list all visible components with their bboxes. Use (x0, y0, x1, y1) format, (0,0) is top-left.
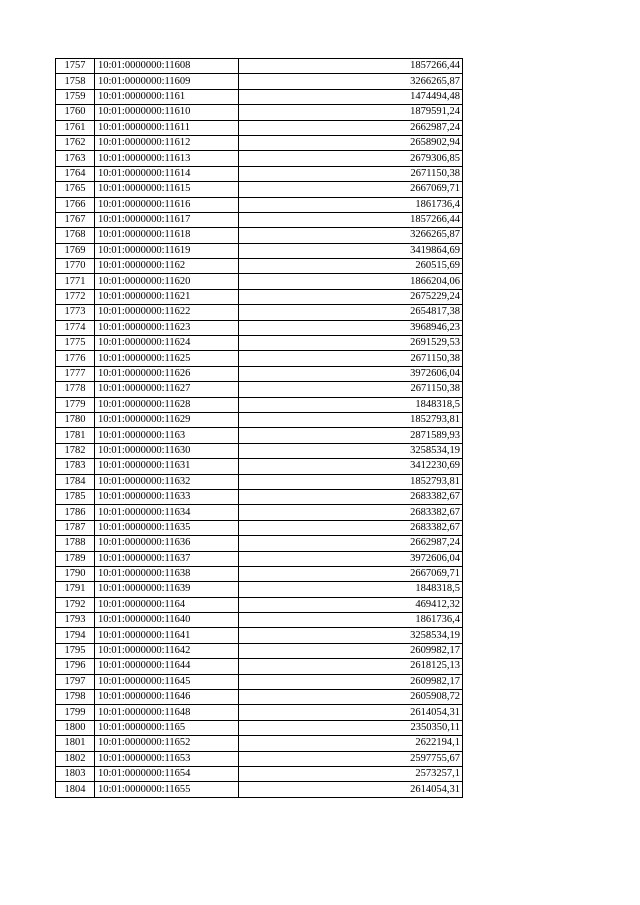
cadastral-number-cell: 10:01:0000000:11648 (95, 705, 239, 720)
cadastral-number-cell: 10:01:0000000:11627 (95, 382, 239, 397)
row-number-cell: 1763 (56, 151, 95, 166)
cadastral-number-cell: 10:01:0000000:11623 (95, 320, 239, 335)
value-cell: 2609982,17 (239, 643, 463, 658)
cadastral-number-cell: 10:01:0000000:11608 (95, 59, 239, 74)
cadastral-number-cell: 10:01:0000000:11620 (95, 274, 239, 289)
row-number-cell: 1778 (56, 382, 95, 397)
cadastral-number-cell: 10:01:0000000:11633 (95, 489, 239, 504)
value-cell: 2683382,67 (239, 505, 463, 520)
table-row (56, 428, 463, 443)
value-cell: 3968946,23 (239, 320, 463, 335)
cadastral-number-cell: 10:01:0000000:11629 (95, 412, 239, 427)
value-cell: 2597755,67 (239, 751, 463, 766)
row-number-cell: 1759 (56, 89, 95, 104)
row-number-cell: 1788 (56, 536, 95, 551)
table-row (56, 459, 463, 474)
value-cell: 2618125,13 (239, 659, 463, 674)
table-row (56, 166, 463, 181)
table-row (56, 89, 463, 104)
row-number-cell: 1795 (56, 643, 95, 658)
value-cell: 3258534,19 (239, 443, 463, 458)
table-row (56, 228, 463, 243)
table-row (56, 397, 463, 412)
cadastral-number-cell: 10:01:0000000:11631 (95, 459, 239, 474)
cadastral-number-cell: 10:01:0000000:11628 (95, 397, 239, 412)
value-cell: 2573257,1 (239, 766, 463, 781)
cadastral-number-cell: 10:01:0000000:11619 (95, 243, 239, 258)
value-cell: 3266265,87 (239, 74, 463, 89)
row-number-cell: 1774 (56, 320, 95, 335)
value-cell: 2654817,38 (239, 305, 463, 320)
table-row (56, 520, 463, 535)
table-row (56, 182, 463, 197)
row-number-cell: 1772 (56, 289, 95, 304)
row-number-cell: 1802 (56, 751, 95, 766)
table-row (56, 536, 463, 551)
cadastral-number-cell: 10:01:0000000:1161 (95, 89, 239, 104)
cadastral-number-cell: 10:01:0000000:11626 (95, 366, 239, 381)
table-row (56, 212, 463, 227)
cadastral-number-cell: 10:01:0000000:11611 (95, 120, 239, 135)
row-number-cell: 1782 (56, 443, 95, 458)
value-cell: 2605908,72 (239, 690, 463, 705)
table-row (56, 751, 463, 766)
value-cell: 1852793,81 (239, 412, 463, 427)
value-cell: 1852793,81 (239, 474, 463, 489)
cadastral-number-cell: 10:01:0000000:11624 (95, 336, 239, 351)
row-number-cell: 1797 (56, 674, 95, 689)
cadastral-number-cell: 10:01:0000000:11640 (95, 613, 239, 628)
value-cell: 2691529,53 (239, 336, 463, 351)
table-row (56, 474, 463, 489)
table-body (56, 59, 463, 798)
cadastral-number-cell: 10:01:0000000:1165 (95, 720, 239, 735)
value-cell: 1861736,4 (239, 613, 463, 628)
cadastral-number-cell: 10:01:0000000:11644 (95, 659, 239, 674)
cadastral-number-cell: 10:01:0000000:11645 (95, 674, 239, 689)
row-number-cell: 1775 (56, 336, 95, 351)
row-number-cell: 1787 (56, 520, 95, 535)
cadastral-number-cell: 10:01:0000000:11635 (95, 520, 239, 535)
value-cell: 2675229,24 (239, 289, 463, 304)
cadastral-number-cell: 10:01:0000000:11632 (95, 474, 239, 489)
row-number-cell: 1781 (56, 428, 95, 443)
row-number-cell: 1799 (56, 705, 95, 720)
value-cell: 1866204,06 (239, 274, 463, 289)
value-cell: 2609982,17 (239, 674, 463, 689)
table-row (56, 643, 463, 658)
table-row (56, 597, 463, 612)
row-number-cell: 1801 (56, 736, 95, 751)
value-cell: 2871589,93 (239, 428, 463, 443)
table-row (56, 782, 463, 797)
value-cell: 2614054,31 (239, 782, 463, 797)
cadastral-number-cell: 10:01:0000000:11655 (95, 782, 239, 797)
row-number-cell: 1766 (56, 197, 95, 212)
cadastral-value-table (55, 58, 463, 798)
row-number-cell: 1773 (56, 305, 95, 320)
value-cell: 3412230,69 (239, 459, 463, 474)
value-cell: 3419864,69 (239, 243, 463, 258)
cadastral-number-cell: 10:01:0000000:11642 (95, 643, 239, 658)
value-cell: 1857266,44 (239, 59, 463, 74)
table-row (56, 674, 463, 689)
cadastral-number-cell: 10:01:0000000:11646 (95, 690, 239, 705)
value-cell: 2350350,11 (239, 720, 463, 735)
cadastral-number-cell: 10:01:0000000:11615 (95, 182, 239, 197)
row-number-cell: 1798 (56, 690, 95, 705)
value-cell: 2662987,24 (239, 120, 463, 135)
row-number-cell: 1767 (56, 212, 95, 227)
table-row (56, 366, 463, 381)
table-row (56, 582, 463, 597)
row-number-cell: 1790 (56, 566, 95, 581)
table-row (56, 320, 463, 335)
value-cell: 3258534,19 (239, 628, 463, 643)
row-number-cell: 1777 (56, 366, 95, 381)
row-number-cell: 1803 (56, 766, 95, 781)
cadastral-number-cell: 10:01:0000000:11621 (95, 289, 239, 304)
row-number-cell: 1793 (56, 613, 95, 628)
table-row (56, 59, 463, 74)
cadastral-number-cell: 10:01:0000000:1164 (95, 597, 239, 612)
value-cell: 1848318,5 (239, 582, 463, 597)
value-cell: 2667069,71 (239, 566, 463, 581)
row-number-cell: 1791 (56, 582, 95, 597)
row-number-cell: 1765 (56, 182, 95, 197)
cadastral-number-cell: 10:01:0000000:11641 (95, 628, 239, 643)
cadastral-number-cell: 10:01:0000000:11613 (95, 151, 239, 166)
value-cell: 2679306,85 (239, 151, 463, 166)
table-row (56, 705, 463, 720)
value-cell: 1879591,24 (239, 105, 463, 120)
cadastral-number-cell: 10:01:0000000:11653 (95, 751, 239, 766)
cadastral-number-cell: 10:01:0000000:11617 (95, 212, 239, 227)
row-number-cell: 1784 (56, 474, 95, 489)
value-cell: 2671150,38 (239, 351, 463, 366)
value-cell: 2683382,67 (239, 489, 463, 504)
value-cell: 469412,32 (239, 597, 463, 612)
table-row (56, 443, 463, 458)
row-number-cell: 1758 (56, 74, 95, 89)
row-number-cell: 1785 (56, 489, 95, 504)
row-number-cell: 1776 (56, 351, 95, 366)
table-row (56, 243, 463, 258)
row-number-cell: 1760 (56, 105, 95, 120)
row-number-cell: 1762 (56, 135, 95, 150)
cadastral-number-cell: 10:01:0000000:1162 (95, 259, 239, 274)
row-number-cell: 1779 (56, 397, 95, 412)
value-cell: 1474494,48 (239, 89, 463, 104)
table-row (56, 412, 463, 427)
value-cell: 2683382,67 (239, 520, 463, 535)
row-number-cell: 1780 (56, 412, 95, 427)
value-cell: 2614054,31 (239, 705, 463, 720)
row-number-cell: 1768 (56, 228, 95, 243)
row-number-cell: 1804 (56, 782, 95, 797)
value-cell: 2658902,94 (239, 135, 463, 150)
table-row (56, 766, 463, 781)
cadastral-number-cell: 10:01:0000000:1163 (95, 428, 239, 443)
table-row (56, 659, 463, 674)
cadastral-number-cell: 10:01:0000000:11625 (95, 351, 239, 366)
row-number-cell: 1757 (56, 59, 95, 74)
table-row (56, 351, 463, 366)
table-row (56, 74, 463, 89)
table-row (56, 151, 463, 166)
row-number-cell: 1794 (56, 628, 95, 643)
value-cell: 1857266,44 (239, 212, 463, 227)
table-row (56, 628, 463, 643)
row-number-cell: 1789 (56, 551, 95, 566)
cadastral-number-cell: 10:01:0000000:11630 (95, 443, 239, 458)
cadastral-number-cell: 10:01:0000000:11652 (95, 736, 239, 751)
row-number-cell: 1769 (56, 243, 95, 258)
table-row (56, 690, 463, 705)
cadastral-number-cell: 10:01:0000000:11638 (95, 566, 239, 581)
value-cell: 260515,69 (239, 259, 463, 274)
value-cell: 2622194,1 (239, 736, 463, 751)
value-cell: 3266265,87 (239, 228, 463, 243)
table-row (56, 566, 463, 581)
value-cell: 1848318,5 (239, 397, 463, 412)
table-row (56, 505, 463, 520)
cadastral-number-cell: 10:01:0000000:11634 (95, 505, 239, 520)
row-number-cell: 1764 (56, 166, 95, 181)
table-row (56, 305, 463, 320)
table-row (56, 197, 463, 212)
value-cell: 2667069,71 (239, 182, 463, 197)
cadastral-number-cell: 10:01:0000000:11616 (95, 197, 239, 212)
table-row (56, 289, 463, 304)
table-row (56, 613, 463, 628)
cadastral-number-cell: 10:01:0000000:11636 (95, 536, 239, 551)
cadastral-number-cell: 10:01:0000000:11612 (95, 135, 239, 150)
cadastral-number-cell: 10:01:0000000:11618 (95, 228, 239, 243)
value-cell: 2671150,38 (239, 382, 463, 397)
value-cell: 2671150,38 (239, 166, 463, 181)
row-number-cell: 1796 (56, 659, 95, 674)
table-row (56, 551, 463, 566)
value-cell: 1861736,4 (239, 197, 463, 212)
cadastral-number-cell: 10:01:0000000:11639 (95, 582, 239, 597)
table-row (56, 259, 463, 274)
row-number-cell: 1792 (56, 597, 95, 612)
table-row (56, 274, 463, 289)
table-row (56, 135, 463, 150)
table-row (56, 720, 463, 735)
row-number-cell: 1786 (56, 505, 95, 520)
table-row (56, 105, 463, 120)
cadastral-number-cell: 10:01:0000000:11622 (95, 305, 239, 320)
cadastral-number-cell: 10:01:0000000:11614 (95, 166, 239, 181)
table-row (56, 382, 463, 397)
table-row (56, 489, 463, 504)
value-cell: 3972606,04 (239, 366, 463, 381)
cadastral-number-cell: 10:01:0000000:11654 (95, 766, 239, 781)
value-cell: 2662987,24 (239, 536, 463, 551)
cadastral-number-cell: 10:01:0000000:11609 (95, 74, 239, 89)
row-number-cell: 1800 (56, 720, 95, 735)
cadastral-number-cell: 10:01:0000000:11637 (95, 551, 239, 566)
table-row (56, 736, 463, 751)
table-row (56, 336, 463, 351)
value-cell: 3972606,04 (239, 551, 463, 566)
row-number-cell: 1783 (56, 459, 95, 474)
row-number-cell: 1771 (56, 274, 95, 289)
table-row (56, 120, 463, 135)
row-number-cell: 1761 (56, 120, 95, 135)
row-number-cell: 1770 (56, 259, 95, 274)
cadastral-number-cell: 10:01:0000000:11610 (95, 105, 239, 120)
